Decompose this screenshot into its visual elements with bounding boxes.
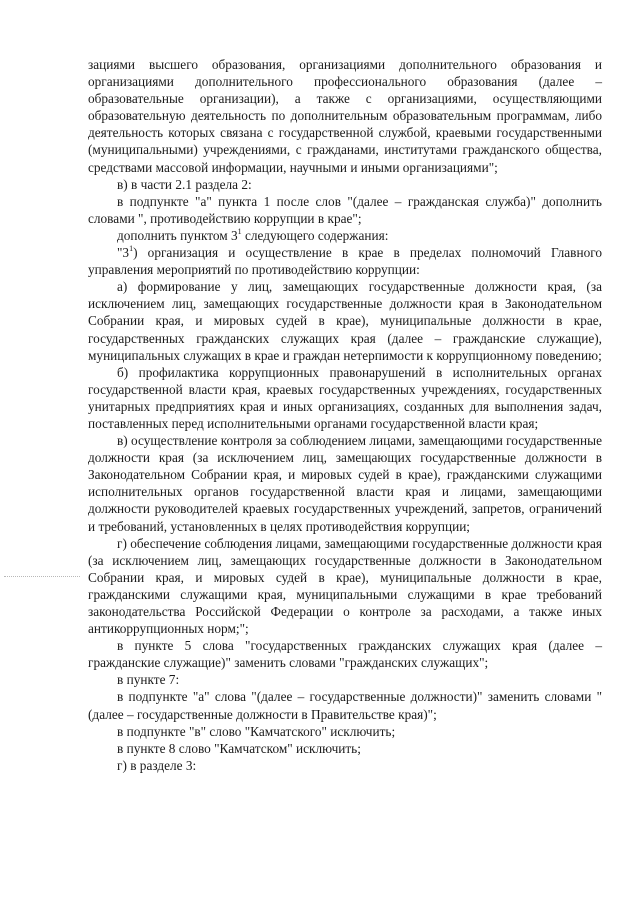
paragraph-point-7-a: в подпункте "а" слова "(далее – государственные должности)" заменить словами "(далее – государственные должности в Правительстве края)";: [88, 689, 602, 722]
document-page: [88, 56, 602, 774]
paragraph-subitem-a: в подпункте "а" пункта 1 после слов "(далее – гражданская служба)" дополнить словами ", противодействию коррупции в крае";: [88, 193, 602, 226]
add-point-text: дополнить пунктом 3: [117, 227, 238, 243]
point-text: ) организация и осуществление в крае в пределах полномочий Главного управления мероприятий по противодействию коррупции:: [88, 245, 602, 278]
paragraph-point-7: в пункте 7:: [117, 672, 180, 688]
superscript-index: 1: [129, 243, 134, 253]
paragraph-point-5: в пункте 5 слова "государственных гражданских служащих края (далее – гражданские служащие)" заменить словами "гражданских служащих";: [88, 638, 602, 671]
superscript-index: 1: [237, 226, 242, 236]
point-number: "3: [117, 245, 130, 261]
paragraph-point-8: в пункте 8 слово "Камчатском" исключить;: [117, 740, 361, 756]
paragraph-point-7-v: в подпункте "в" слово "Камчатского" исключить;: [117, 723, 396, 739]
paragraph-list-v: в) осуществление контроля за соблюдением лицами, замещающими государственные должности края (за исключением лиц, замещающих государственные должности в Законодательном Собрании края, и мировых судей в крае), гражданскими служащими исполнительных органов государственной власти края и лицами, замещающими должности руководителей краевых государственных учреждений, запретов, ограничений и требований, установленных в целях противодействия коррупции;: [88, 433, 602, 534]
paragraph-section-3: г) в разделе 3:: [117, 757, 197, 773]
paragraph-list-b: б) профилактика коррупционных правонарушений в исполнительных органах государственной власти края, краевых государственных учреждениях, государственных унитарных предприятиях края и иных организациях, созданных для выполнения задач, поставленных перед исполнительными органами государственной власти края;: [88, 364, 602, 431]
add-point-text-end: следующего содержания:: [241, 227, 389, 243]
paragraph-point-3-1: [88, 244, 602, 278]
paragraph-add-point: [88, 227, 602, 244]
scan-artifact-divider: [4, 576, 80, 578]
paragraph-list-a: а) формирование у лиц, замещающих государственные должности края, (за исключением лиц, замещающих государственные должности края в Законодательном Собрании края, и мировых судей в крае), муниципальные должности в крае, государственных гражданских служащих края (далее – гражданские служащие), муниципальных служащих в крае и граждан нетерпимости к коррупционному поведению;: [88, 279, 602, 363]
paragraph-list-g: г) обеспечение соблюдения лицами, замещающими государственные должности края (за исключением лиц, замещающих государственные должности в Законодательном Собрании края, и мировых судей в крае), муниципальные должности в крае, гражданскими служащими края, муниципальными служащими в крае требований законодательства Российской Федерации о контроле за расходами, а также иных антикоррупционных норм;";: [88, 535, 602, 637]
paragraph-continuation: зациями высшего образования, организациями дополнительного образования и организациями дополнительного профессионального образования (далее – образовательные организации), а также с организациями, осуществляющими образовательную деятельность по дополнительным образовательным программам, либо деятельность которых связана с государственной службой, краевыми государственными (муниципальными) учреждениями, с гражданами, институтами гражданского общества, средствами массовой информации, научными и иными организациями";: [88, 57, 602, 175]
paragraph-item-v: в) в части 2.1 раздела 2:: [117, 176, 252, 192]
